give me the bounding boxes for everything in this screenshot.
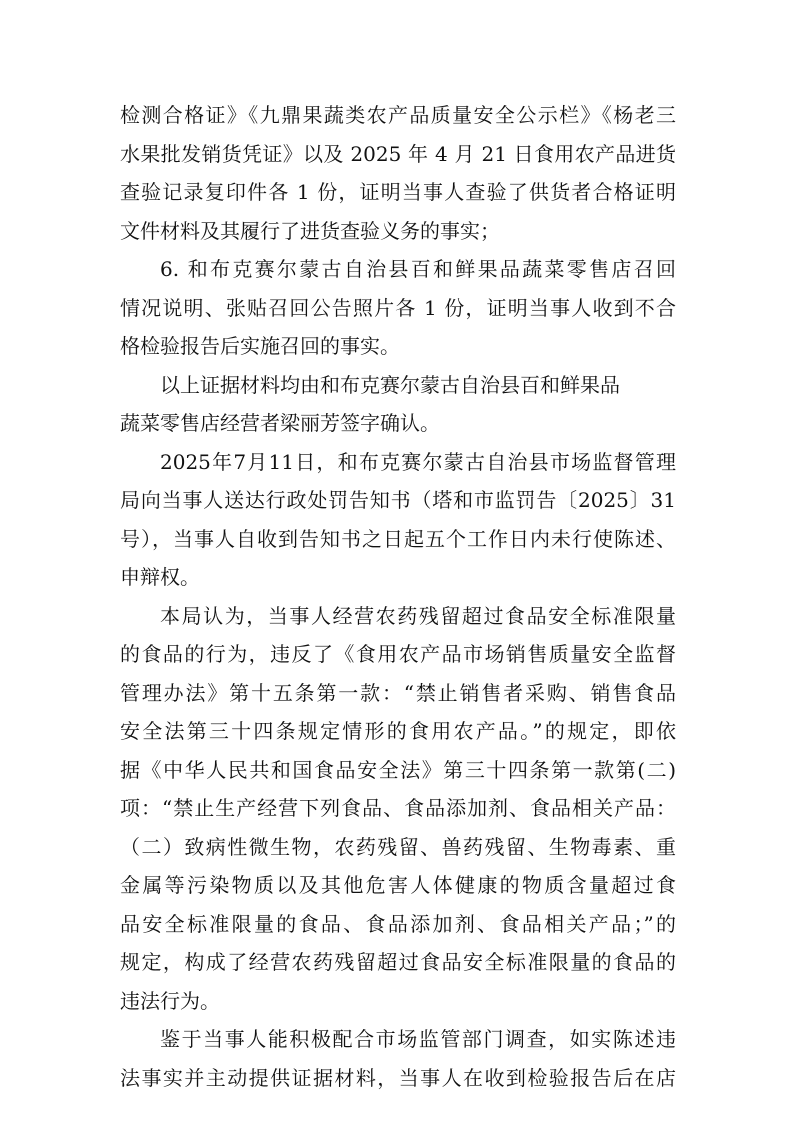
text-line: 以上证据材料均由和布克赛尔蒙古自治县百和鲜果品: [160, 373, 620, 397]
text-line: 鉴于当事人能积极配合市场监管部门调查，如实陈述违: [160, 1027, 676, 1051]
text-line: 的食品的行为，违反了《食用农产品市场销售质量安全监督: [120, 642, 676, 666]
text-line: 本局认为，当事人经营农药残留超过食品安全标准限量: [160, 604, 676, 628]
text-line: 检测合格证》《九鼎果蔬类农产品质量安全公示栏》《杨老三: [120, 103, 676, 127]
text-line: 金属等污染物质以及其他危害人体健康的物质含量超过食: [120, 873, 676, 897]
text-line: 品安全标准限量的食品、食品添加剂、食品相关产品；”的: [120, 912, 676, 936]
text-line: 管理办法》第十五条第一款：“禁止销售者采购、销售食品: [120, 681, 676, 705]
text-line: （二）致病性微生物，农药残留、兽药残留、生物毒素、重: [120, 835, 676, 859]
text-line: 号），当事人自收到告知书之日起五个工作日内未行使陈述、: [120, 527, 676, 551]
text-line: 格检验报告后实施召回的事实。: [120, 334, 400, 358]
text-line: 水果批发销货凭证》以及 2025 年 4 月 21 日食用农产品进货: [120, 142, 676, 166]
text-line: 法事实并主动提供证据材料，当事人在收到检验报告后在店: [120, 1066, 676, 1090]
text-line: 文件材料及其履行了进货查验义务的事实；: [120, 219, 500, 243]
text-line: 情况说明、张贴召回公告照片各 1 份，证明当事人收到不合: [120, 296, 676, 320]
text-line: 据《中华人民共和国食品安全法》第三十四条第一款第(二): [120, 758, 676, 782]
text-line: 项：“禁止生产经营下列食品、食品添加剂、食品相关产品：: [120, 796, 676, 820]
text-line: 局向当事人送达行政处罚告知书（塔和市监罚告〔2025〕31: [120, 488, 676, 512]
text-line: 安全法第三十四条规定情形的食用农产品。”的规定，即依: [120, 719, 676, 743]
text-line: 6. 和布克赛尔蒙古自治县百和鲜果品蔬菜零售店召回: [160, 257, 676, 281]
text-line: 2025年7月11日，和布克赛尔蒙古自治县市场监督管理: [160, 450, 676, 474]
text-line: 查验记录复印件各 1 份，证明当事人查验了供货者合格证明: [120, 180, 676, 204]
text-line: 蔬菜零售店经营者梁丽芳签字确认。: [120, 411, 440, 435]
text-line: 规定，构成了经营农药残留超过食品安全标准限量的食品的: [120, 950, 676, 974]
text-line: 违法行为。: [120, 989, 220, 1013]
text-line: 申辩权。: [120, 565, 200, 589]
